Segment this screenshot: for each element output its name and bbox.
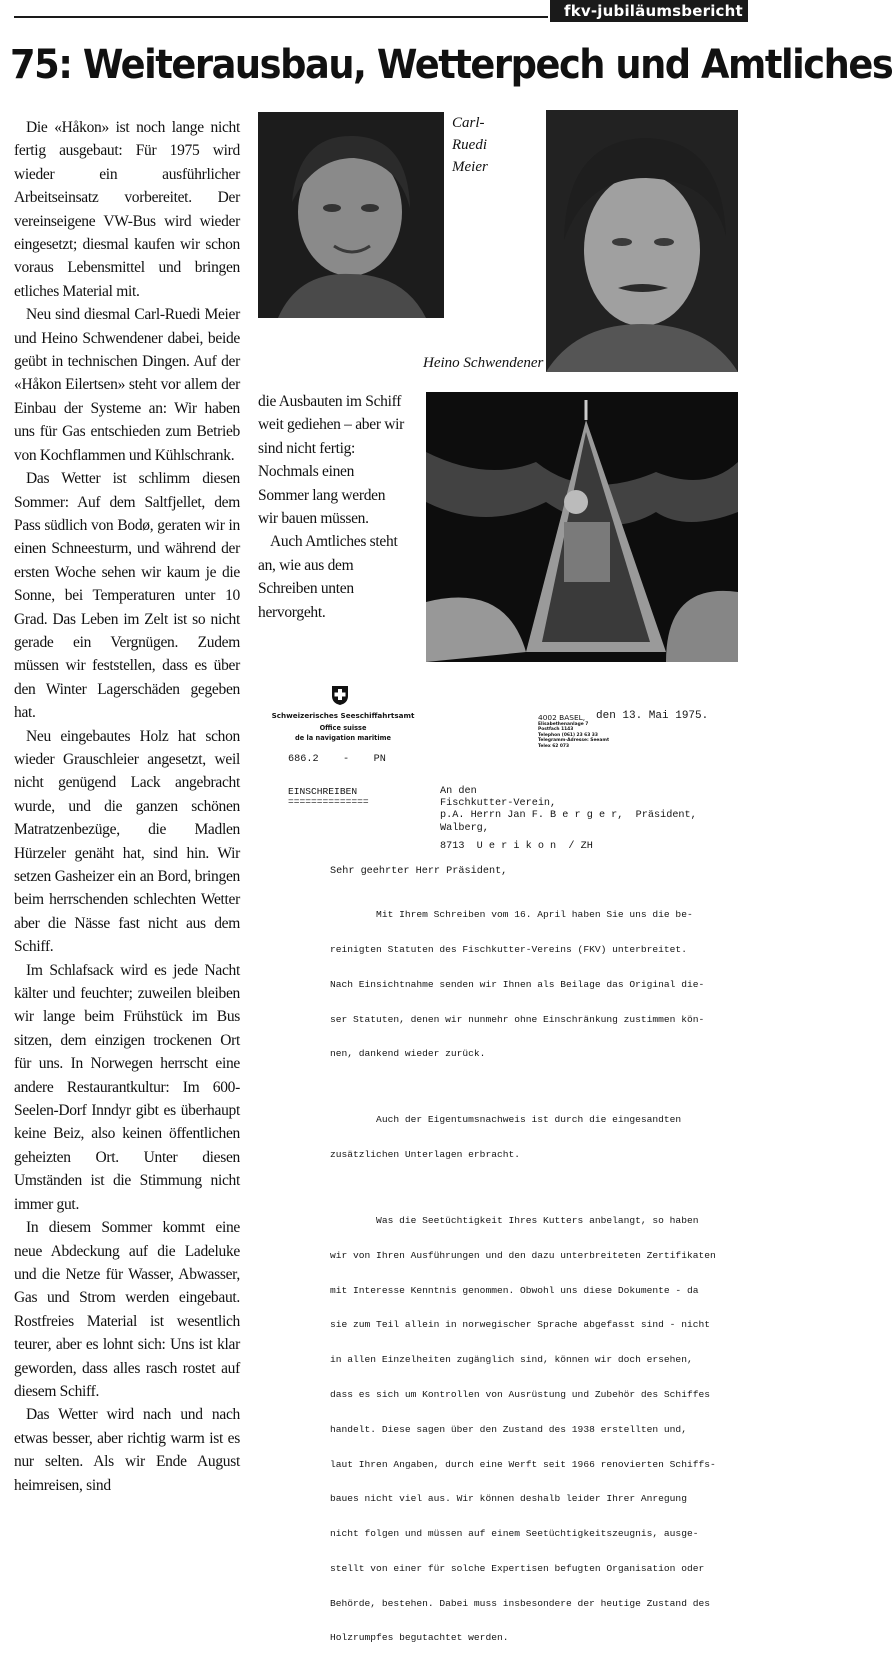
- header-rule: [14, 16, 548, 18]
- recipient-address: [440, 786, 697, 853]
- letter-line: Holzrumpfes begutachtet werden.: [330, 1632, 509, 1644]
- paragraph: Im Schlafsack wird es jede Nacht kälter und feuchter; zuweilen bleiben wir lange beim Frühstück im Bus sitzen, dem einzigen trockenen Ort für uns. In Norwegen herrscht eine andere Restaurantkultur: Im 600-Seelen-Dorf Inndyr gibt es überhaupt keine Beiz, also keinen öffentlichen geheizten Ort. Unter diesen Umständen ist die Stimmung nicht immer gut.: [14, 961, 240, 1213]
- paragraph: Das Wetter ist schlimm diesen Sommer: Auf dem Saltfjellet, dem Pass südlich von Bodø, geraten wir in einen Schneesturm, und während der ersten Woche sehen wir kaum je die Sonne, bei Temperaturen unter 10 Grad. Das Leben im Zelt ist so nicht gerade ein Vergnügen. Zudem müssen wir feststellen, dass es über den Winter Lagerschäden gegeben hat.: [14, 470, 240, 722]
- address-line: Elisabethenanlage 7: [538, 722, 589, 727]
- letter-line: Mit Ihrem Schreiben vom 16. April haben Sie uns die be-: [330, 909, 693, 921]
- photo-ship-deck: [426, 392, 738, 662]
- letter-registered-underline: ==============: [288, 796, 369, 807]
- office-name-fr-2: de la navigation maritime: [295, 734, 391, 742]
- letter-salutation: Sehr geehrter Herr Präsident,: [330, 866, 508, 877]
- paragraph: Das Wetter wird nach und nach etwas besser, aber richtig warm ist es nur selten. Als wir Ende August heimreisen, sind: [14, 1406, 240, 1494]
- caption-heino: Heino Schwendener: [423, 355, 544, 371]
- letter-line: laut Ihren Angaben, durch eine Werft seit 1966 renovierten Schiffs-: [330, 1458, 716, 1470]
- office-name: Schweizerisches Seeschiffahrtsamt: [271, 711, 415, 720]
- article-column-left: [14, 116, 240, 1497]
- photo-heino-schwendener: [546, 110, 738, 372]
- address-line: Telephon (061) 23 63 33: [538, 732, 598, 738]
- letter-line: nicht folgen und müssen auf einem Seetüchtigkeitszeugnis, ausge-: [330, 1528, 699, 1540]
- office-name-fr: Office suisse: [319, 724, 367, 732]
- letter-line: mit Interesse Kenntnis genommen. Obwohl uns diese Dokumente - da: [330, 1284, 699, 1296]
- paragraph: die Ausbauten im Schiff weit gediehen – aber wir sind nicht fertig: Nochmals einen Sommer lang werden wir bauen müssen.: [258, 393, 405, 528]
- article-column-mid: [258, 390, 404, 624]
- office-address: [538, 722, 609, 749]
- photo-carl-ruedi-meier: [258, 112, 444, 318]
- official-letter: [258, 676, 738, 1644]
- letter-line: stellt von einer für solche Expertisen befugten Organisation oder: [330, 1562, 705, 1574]
- letter-line: reinigten Statuten des Fischkutter-Vereins (FKV) unterbreitet.: [330, 943, 687, 955]
- paragraph: In diesem Sommer kommt eine neue Abdeckung auf die Ladeluke und die Netze für Wasser, Abwasser, Gas und Strom werden eingebaut. Rostfreies Material ist wesentlich teurer, aber es lohnt sich: Uns ist klar geworden, dass alles rasch rostet auf diesem Schiff.: [14, 1219, 240, 1400]
- letter-line: baues nicht viel aus. Wir können deshalb leider Ihrer Anregung: [330, 1493, 687, 1505]
- letter-line: nen, dankend wieder zurück.: [330, 1048, 486, 1060]
- letter-line: wir von Ihren Ausführungen und den dazu unterbreiteten Zertifikaten: [330, 1249, 716, 1261]
- paragraph: Neu eingebautes Holz hat schon wieder Grauschleier angesetzt, weil nicht genügend Lack angebracht wurde, und die ganzen schönen Matratzenbezüge, die Madlen Hürzeler genäht hat, sind hin. Wir setzen Gasheizer ein an Bord, bringen beim herrschenden schlechten Wetter aber die Nässe fast nicht aus dem Schiff.: [14, 727, 240, 956]
- address-line: Telex 62 073: [538, 743, 570, 749]
- letter-line: in allen Einzelheiten zugänglich sind, können wir doch ersehen,: [330, 1354, 693, 1366]
- header-tag: fkv-jubiläumsbericht 5: [550, 0, 748, 22]
- letter-line: Behörde, bestehen. Dabei muss insbesondere der heutige Zustand des: [330, 1597, 710, 1609]
- recipient-line: p.A. Herrn Jan F. B e r g e r, Präsident,: [440, 810, 697, 822]
- letter-line: Nach Einsichtnahme senden wir Ihnen als Beilage das Original die-: [330, 978, 705, 990]
- letter-reference: 686.2 - PN: [288, 754, 386, 765]
- letter-registered: EINSCHREIBEN: [288, 786, 358, 797]
- letter-body: [330, 886, 738, 1667]
- letter-line: [330, 1184, 738, 1192]
- page-headline: 75: Weiterausbau, Wetterpech und Amtliches: [10, 42, 892, 88]
- address-line: Postfach 1143: [538, 727, 574, 733]
- caption-line: Meier: [452, 159, 488, 175]
- recipient-line: Walberg,: [440, 822, 489, 834]
- letter-line: Auch der Eigentumsnachweis ist durch die eingesandten: [330, 1114, 682, 1126]
- letter-line: Was die Seetüchtigkeit Ihres Kutters anbelangt, so haben: [330, 1215, 699, 1227]
- paragraph: Die «Håkon» ist noch lange nicht fertig ausgebaut: Für 1975 wird wieder ein ausführlicher Arbeitseinsatz vorbereitet. Der vereinseigene VW-Bus wird wieder eingesetzt; diesmal kaufen wir schon voraus Lebensmittel und bringen etliches Material mit.: [14, 119, 240, 300]
- swiss-cross-emblem-icon: [330, 684, 350, 706]
- page-header: [0, 0, 748, 42]
- caption-line: Carl-: [452, 115, 485, 131]
- letter-line: zusätzlichen Unterlagen erbracht.: [330, 1149, 520, 1161]
- recipient-line: An den: [440, 786, 477, 797]
- letter-line: ser Statuten, denen wir nunmehr ohne Einschränkung zustimmen kön-: [330, 1013, 705, 1025]
- caption-line: Ruedi: [452, 137, 487, 153]
- caption-carl: [452, 112, 532, 178]
- letter-city: 4002 BASEL,: [538, 713, 586, 722]
- paragraph: Neu sind diesmal Carl-Ruedi Meier und Heino Schwendener dabei, beide geübt in technischen Dingen. Auf der «Håkon Eilertsen» steht vor allem der Einbau der Systeme an: Wir haben uns für Gas entschieden zum Betrieb von Kochflammen und Kühlschrank.: [14, 306, 240, 464]
- address-line: Telegramm-Adresse: Seeamt: [538, 738, 610, 744]
- letter-date: den 13. Mai 1975.: [596, 710, 709, 722]
- recipient-line: 8713 U e r i k o n / ZH: [440, 840, 593, 852]
- letter-line: handelt. Diese sagen über den Zustand des 1938 erstellten und,: [330, 1423, 687, 1435]
- paragraph: Auch Amtliches steht an, wie aus dem Schreiben unten hervorgeht.: [258, 533, 398, 621]
- letter-line: dass es sich um Kontrollen von Ausrüstung und Zubehör des Schiffes: [330, 1388, 710, 1400]
- recipient-line: Fischkutter-Verein,: [440, 798, 557, 810]
- letter-line: [330, 1083, 738, 1091]
- letter-line: sie zum Teil allein in norwegischer Sprache abgefasst sind - nicht: [330, 1319, 710, 1331]
